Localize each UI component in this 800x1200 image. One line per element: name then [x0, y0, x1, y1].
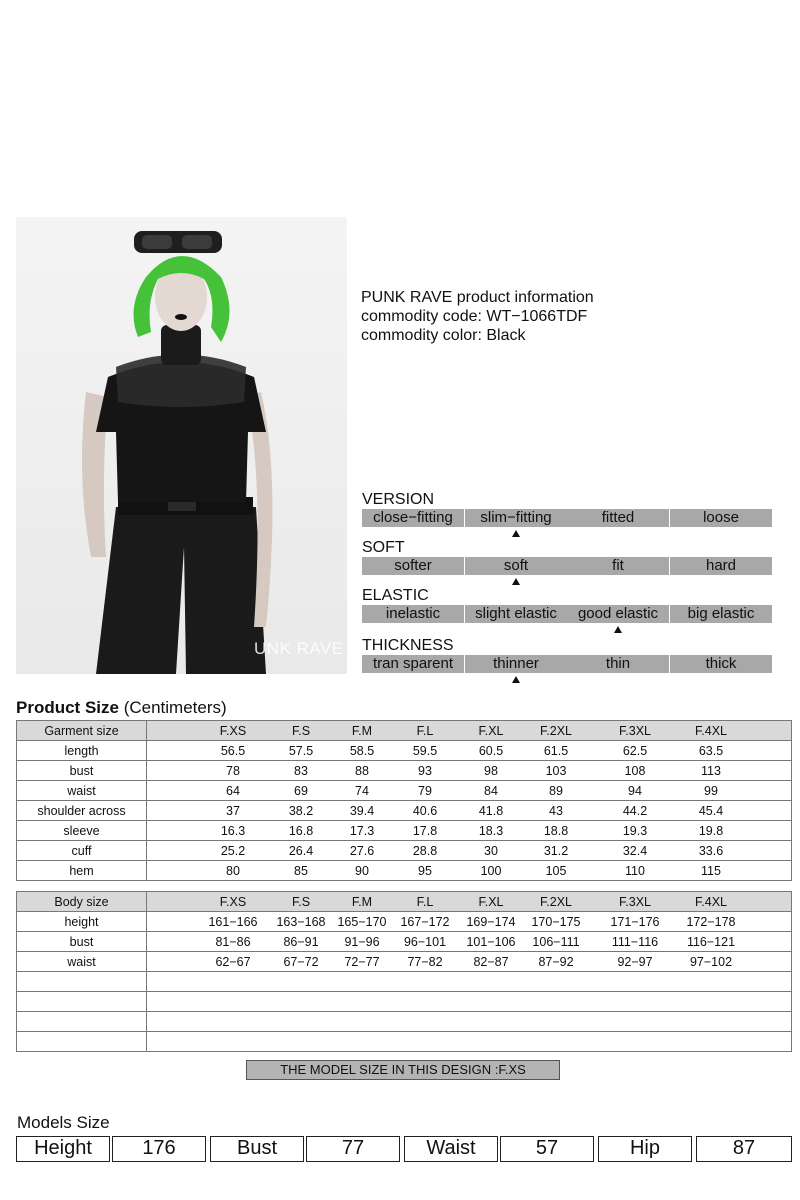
size-value: 62−67 — [215, 954, 251, 969]
attribute-option: close−fitting — [362, 509, 464, 527]
row-label — [17, 992, 147, 1012]
size-value: 91−96 — [344, 934, 380, 949]
attribute-version — [362, 491, 772, 527]
size-value: 86−91 — [283, 934, 319, 949]
size-value: F.3XL — [619, 894, 651, 909]
attribute-option: big elastic — [670, 605, 772, 623]
row-values — [147, 861, 792, 881]
size-value: 115 — [701, 863, 721, 878]
attribute-soft — [362, 539, 772, 575]
size-value: 18.8 — [543, 823, 569, 838]
model-hip-value: 87 — [696, 1136, 792, 1162]
attribute-option: thick — [670, 655, 772, 673]
watermark: UNK RAVE — [254, 639, 344, 658]
models-size-title: Models Size — [17, 1113, 110, 1132]
size-value: 78 — [226, 763, 240, 778]
model-illustration — [16, 217, 347, 674]
table-row — [17, 912, 792, 932]
selected-marker-icon — [512, 578, 520, 585]
model-hip-label: Hip — [598, 1136, 692, 1162]
selected-marker-icon — [512, 530, 520, 537]
size-value: 103 — [545, 763, 567, 778]
size-value: 69 — [294, 783, 308, 798]
row-values — [147, 721, 792, 741]
size-value: 57.5 — [288, 743, 314, 758]
product-size-title — [16, 698, 227, 718]
size-value: 41.8 — [478, 803, 504, 818]
row-values — [147, 781, 792, 801]
models-size-row — [16, 1136, 792, 1162]
row-values — [147, 841, 792, 861]
attribute-title: SOFT — [362, 539, 405, 556]
size-value: 17.8 — [412, 823, 438, 838]
size-value: 19.3 — [622, 823, 648, 838]
table-header-row — [17, 721, 792, 741]
table-row — [17, 861, 792, 881]
attribute-options — [362, 655, 772, 673]
size-value: 26.4 — [288, 843, 314, 858]
row-label: Garment size — [17, 721, 147, 741]
row-label: hem — [17, 861, 147, 881]
size-value: 88 — [355, 763, 369, 778]
size-value: 92−97 — [617, 954, 653, 969]
model-waist-label: Waist — [404, 1136, 498, 1162]
row-label: sleeve — [17, 821, 147, 841]
size-value: 97−102 — [689, 954, 733, 969]
size-value: 101−106 — [466, 934, 516, 949]
size-value: 56.5 — [220, 743, 246, 758]
attribute-option: thinner — [465, 655, 567, 673]
row-label: waist — [17, 781, 147, 801]
size-value: 16.8 — [288, 823, 314, 838]
row-values — [147, 801, 792, 821]
model-bust-label: Bust — [210, 1136, 304, 1162]
empty-row — [17, 1032, 792, 1052]
body-size-table — [16, 891, 792, 1052]
table-row — [17, 761, 792, 781]
row-values — [147, 932, 792, 952]
empty-row — [17, 1012, 792, 1032]
size-value: 77−82 — [407, 954, 443, 969]
size-value: 72−77 — [344, 954, 380, 969]
size-value: 28.8 — [412, 843, 438, 858]
row-label: shoulder across — [17, 801, 147, 821]
size-value: 27.6 — [349, 843, 375, 858]
size-value: 100 — [480, 863, 502, 878]
attribute-options — [362, 509, 772, 527]
row-label: waist — [17, 952, 147, 972]
attribute-title: VERSION — [362, 491, 435, 508]
size-value: 163−168 — [276, 914, 326, 929]
size-value: 19.8 — [698, 823, 724, 838]
size-value: 172−178 — [686, 914, 736, 929]
row-values — [147, 972, 792, 992]
attribute-option: loose — [670, 509, 772, 527]
attribute-option: slim−fitting — [465, 509, 567, 527]
attribute-option: inelastic — [362, 605, 464, 623]
attribute-elastic — [362, 587, 772, 623]
model-bust-value: 77 — [306, 1136, 400, 1162]
size-value: 90 — [355, 863, 369, 878]
row-values — [147, 1032, 792, 1052]
row-label — [17, 1032, 147, 1052]
size-value: 44.2 — [622, 803, 648, 818]
size-value: F.XL — [478, 723, 504, 738]
size-value: 113 — [701, 763, 721, 778]
attribute-option: tran sparent — [362, 655, 464, 673]
size-value: F.4XL — [695, 894, 727, 909]
row-values — [147, 912, 792, 932]
size-value: 18.3 — [478, 823, 504, 838]
row-label: Body size — [17, 892, 147, 912]
size-value: F.S — [291, 723, 311, 738]
row-values — [147, 741, 792, 761]
size-value: 31.2 — [543, 843, 569, 858]
attribute-thickness — [362, 637, 772, 673]
size-value: 99 — [704, 783, 718, 798]
info-commodity-code: commodity code: WT−1066TDF — [361, 308, 588, 325]
size-value: F.3XL — [619, 723, 651, 738]
size-value: 61.5 — [543, 743, 569, 758]
table-header-row — [17, 892, 792, 912]
model-height-label: Height — [16, 1136, 110, 1162]
size-value: 171−176 — [610, 914, 660, 929]
size-value: 25.2 — [220, 843, 246, 858]
size-value: 33.6 — [698, 843, 724, 858]
row-values — [147, 892, 792, 912]
product-size-unit: (Centimeters) — [123, 698, 227, 717]
product-photo — [16, 217, 347, 674]
table-row — [17, 821, 792, 841]
table-row — [17, 801, 792, 821]
size-value: 40.6 — [412, 803, 438, 818]
size-value: 74 — [355, 783, 369, 798]
size-value: 59.5 — [412, 743, 438, 758]
size-value: 167−172 — [400, 914, 450, 929]
size-value: 17.3 — [349, 823, 375, 838]
size-value: 38.2 — [288, 803, 314, 818]
size-value: 30 — [484, 843, 498, 858]
size-value: 108 — [624, 763, 646, 778]
row-values — [147, 1012, 792, 1032]
model-height-value: 176 — [112, 1136, 206, 1162]
size-value: 116−121 — [686, 934, 736, 949]
table-row — [17, 781, 792, 801]
size-value: 60.5 — [478, 743, 504, 758]
size-value: 63.5 — [698, 743, 724, 758]
row-label: bust — [17, 932, 147, 952]
selected-marker-icon — [614, 626, 622, 633]
info-brand: PUNK RAVE product information — [361, 289, 594, 306]
product-info — [361, 288, 594, 345]
size-value: 169−174 — [466, 914, 516, 929]
size-value: 165−170 — [337, 914, 387, 929]
size-value: F.XS — [219, 894, 247, 909]
attribute-option: good elastic — [567, 605, 669, 623]
size-value: 96−101 — [403, 934, 447, 949]
model-waist-value: 57 — [500, 1136, 594, 1162]
row-label: cuff — [17, 841, 147, 861]
size-value: 83 — [294, 763, 308, 778]
size-value: F.XL — [478, 894, 504, 909]
attribute-options — [362, 557, 772, 575]
size-value: 111−116 — [611, 934, 659, 949]
empty-row — [17, 972, 792, 992]
table-row — [17, 952, 792, 972]
size-value: 82−87 — [473, 954, 509, 969]
size-value: 87−92 — [538, 954, 574, 969]
row-label — [17, 972, 147, 992]
size-value: 85 — [294, 863, 308, 878]
row-values — [147, 952, 792, 972]
size-value: 58.5 — [349, 743, 375, 758]
size-value: 67−72 — [283, 954, 319, 969]
size-value: 16.3 — [220, 823, 246, 838]
attribute-option: slight elastic — [465, 605, 567, 623]
size-value: 32.4 — [622, 843, 648, 858]
size-value: 89 — [549, 783, 563, 798]
size-value: 95 — [418, 863, 432, 878]
size-value: F.2XL — [540, 894, 572, 909]
size-value: 79 — [418, 783, 432, 798]
row-label: bust — [17, 761, 147, 781]
size-value: 81−86 — [215, 934, 251, 949]
size-value: F.M — [351, 894, 373, 909]
attribute-option: fit — [567, 557, 669, 575]
row-label: length — [17, 741, 147, 761]
size-value: 93 — [418, 763, 432, 778]
table-row — [17, 932, 792, 952]
table-row — [17, 741, 792, 761]
garment-size-table — [16, 720, 792, 881]
attribute-option: hard — [670, 557, 772, 575]
row-values — [147, 761, 792, 781]
size-value: 43 — [549, 803, 563, 818]
row-label — [17, 1012, 147, 1032]
size-value: 110 — [625, 863, 645, 878]
size-value: 39.4 — [349, 803, 375, 818]
size-value: F.S — [291, 894, 311, 909]
size-value: 98 — [484, 763, 498, 778]
row-label: height — [17, 912, 147, 932]
size-value: F.4XL — [695, 723, 727, 738]
size-value: 161−166 — [208, 914, 258, 929]
size-value: 170−175 — [531, 914, 581, 929]
size-value: F.M — [351, 723, 373, 738]
attribute-title: ELASTIC — [362, 587, 429, 604]
size-value: 84 — [484, 783, 498, 798]
size-value: 105 — [545, 863, 567, 878]
size-value: 94 — [628, 783, 642, 798]
size-value: F.2XL — [540, 723, 572, 738]
size-value: F.XS — [219, 723, 247, 738]
attribute-options — [362, 605, 772, 623]
size-value: 64 — [226, 783, 240, 798]
row-values — [147, 821, 792, 841]
size-value: 106−111 — [532, 934, 580, 949]
model-size-banner: THE MODEL SIZE IN THIS DESIGN :F.XS — [246, 1060, 560, 1080]
selected-marker-icon — [512, 676, 520, 683]
size-value: F.L — [416, 723, 434, 738]
attribute-option: fitted — [567, 509, 669, 527]
size-value: F.L — [416, 894, 434, 909]
attribute-option: soft — [465, 557, 567, 575]
row-values — [147, 992, 792, 1012]
size-value: 62.5 — [622, 743, 648, 758]
size-value: 45.4 — [698, 803, 724, 818]
size-value: 37 — [226, 803, 240, 818]
size-value: 80 — [226, 863, 240, 878]
table-row — [17, 841, 792, 861]
attribute-option: thin — [567, 655, 669, 673]
attribute-title: THICKNESS — [362, 637, 454, 654]
info-commodity-color: commodity color: Black — [361, 327, 526, 344]
attribute-option: softer — [362, 557, 464, 575]
product-size-heading: Product Size — [16, 698, 119, 717]
empty-row — [17, 992, 792, 1012]
